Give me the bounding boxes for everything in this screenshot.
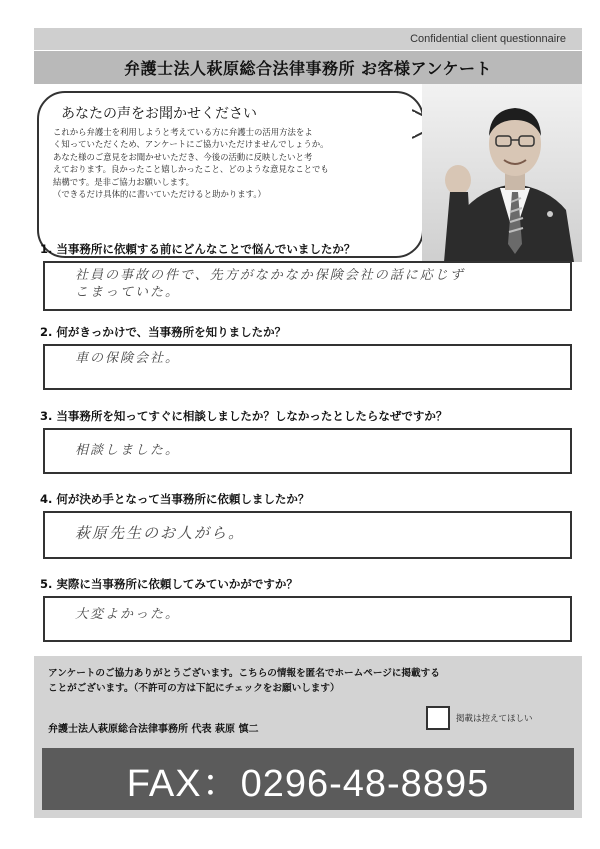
fax-number: FAX：0296-48-8895 xyxy=(126,762,490,805)
lawyer-portrait-photo xyxy=(422,84,582,262)
firm-representative: 弁護士法人萩原総合法律事務所 代表 萩原 慎二 xyxy=(48,724,259,735)
confidential-bar xyxy=(34,28,582,50)
fax-banner xyxy=(42,748,574,810)
footer-panel xyxy=(34,656,582,818)
footer-message: アンケートのご協力ありがとうございます。こちらの情報を匿名でホームページに掲載する ことがございます。（不許可の方は下記にチェックをお願いします） xyxy=(48,668,440,694)
question-4-label: 4. 何が決め手となって当事務所に依頼しましたか？ xyxy=(40,492,310,506)
question-4-answer-box xyxy=(43,511,572,559)
question-5-label: 5. 実際に当事務所に依頼してみていかがですか？ xyxy=(40,577,298,591)
intro-line: （できるだけ具体的に書いていただけると助かります。） xyxy=(53,189,266,200)
intro-line: これから弁護士を利用しようと考えている方に弁護士の活用方法をよ xyxy=(53,127,313,137)
question-1-answer-box xyxy=(43,261,572,311)
question-2-answer: 車の保険会社。 xyxy=(75,351,181,366)
question-4-answer: 萩原先生のお人がら。 xyxy=(75,524,246,542)
question-3-answer-box xyxy=(43,428,572,474)
questionnaire-sheet xyxy=(34,28,582,818)
intro-text xyxy=(53,126,415,200)
intro-heading: あなたの声をお聞かせください xyxy=(61,106,257,122)
question-1-answer: 社員の事故の件で、先方がなかなか保険会社の話に応じず こまっていた。 xyxy=(75,268,465,300)
page-title: 弁護士法人萩原総合法律事務所 お客様アンケート xyxy=(123,59,493,78)
question-2-answer-box xyxy=(43,344,572,390)
question-5-answer: 大変よかった。 xyxy=(75,607,181,622)
question-2-label: 2. 何がきっかけで、当事務所を知りましたか？ xyxy=(40,325,287,339)
question-3-label: 3. 当事務所を知ってすぐに相談しましたか？しなかったとしたらなぜですか？ xyxy=(40,409,448,423)
intro-line: く知っていただくため、アンケートにご協力いただけませんでしょうか。 xyxy=(53,139,329,150)
question-5-answer-box xyxy=(43,596,572,642)
intro-line: 結構です。是非ご協力お願いします。 xyxy=(53,176,195,187)
title-bar xyxy=(34,51,582,84)
question-1-label: 1. 当事務所に依頼する前にどんなことで悩んでいましたか？ xyxy=(40,242,356,256)
confidential-label: Confidential client questionnaire xyxy=(410,33,566,45)
intro-line: あなた様のご意見をお聞かせいただき、今後の活動に反映したいと考 xyxy=(53,151,313,162)
decline-publication-checkbox[interactable] xyxy=(426,706,450,730)
question-3-answer: 相談しました。 xyxy=(75,443,181,458)
intro-line: えております。良かったこと嬉しかったこと、どのような意見なことでも xyxy=(53,164,329,175)
decline-publication-label: 掲載は控えてほしい xyxy=(456,714,533,724)
intro-speech-bubble xyxy=(37,91,424,258)
